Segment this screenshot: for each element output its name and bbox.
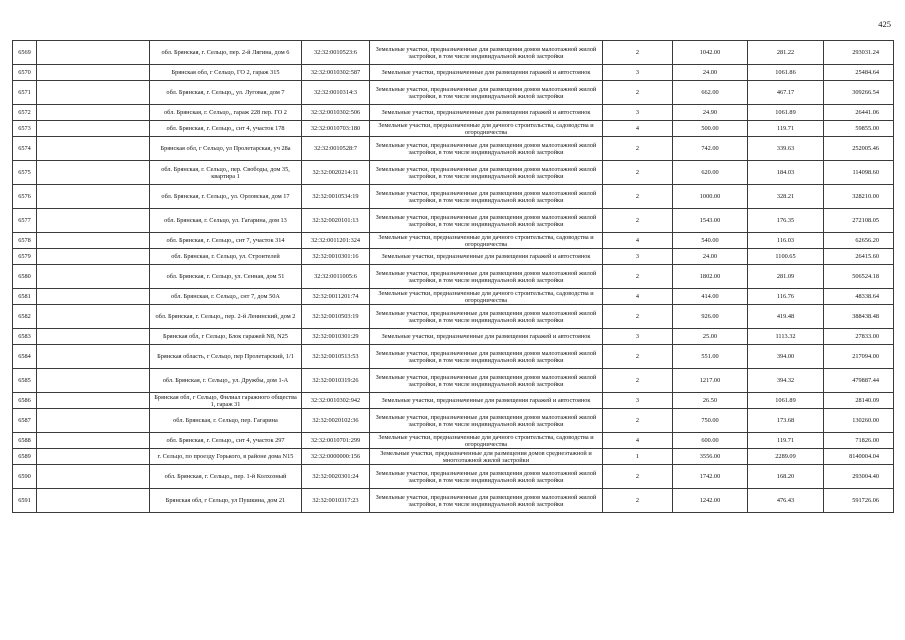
- row-number: 6576: [13, 185, 37, 209]
- table-row: [13, 65, 894, 81]
- cadastral-value-cell: 27833.00: [824, 329, 894, 345]
- land-use-cell: Земельные участки, предназначенные для размещения домов малоэтажной жилой застройки, в том числе индивидуальной жилой застройки: [370, 409, 603, 433]
- area-cell: 600.00: [673, 433, 748, 449]
- unit-value-cell: 1113.32: [748, 329, 824, 345]
- table-row: [13, 185, 894, 209]
- table-row: [13, 433, 894, 449]
- table-row: [13, 449, 894, 465]
- row-number: 6577: [13, 209, 37, 233]
- group-cell: 4: [603, 433, 673, 449]
- table-row: [13, 137, 894, 161]
- unit-value-cell: 419.48: [748, 305, 824, 329]
- table-row: [13, 249, 894, 265]
- address-cell: обл. Брянская, г. Сельцо,, снт 7, участок 314: [150, 233, 302, 249]
- area-cell: 1543.00: [673, 209, 748, 233]
- address-cell: обл. Брянская, г. Сельцо,, снт 4, участок 297: [150, 433, 302, 449]
- row-number: 6591: [13, 489, 37, 513]
- cadastral-value-cell: 479887.44: [824, 369, 894, 393]
- row-number: 6581: [13, 289, 37, 305]
- land-use-cell: Земельные участки, предназначенные для размещения домов среднеэтажной и многоэтажной жилой застройки: [370, 449, 603, 465]
- land-register-table: [12, 40, 894, 513]
- row-number: 6580: [13, 265, 37, 289]
- group-cell: 4: [603, 233, 673, 249]
- group-cell: 2: [603, 265, 673, 289]
- cadastral-value-cell: 62656.20: [824, 233, 894, 249]
- empty-cell: [37, 233, 150, 249]
- cadastral-value-cell: 506524.18: [824, 265, 894, 289]
- cadastral-value-cell: 28140.09: [824, 393, 894, 409]
- row-number: 6571: [13, 81, 37, 105]
- address-cell: обл. Брянская, г. Сельцо, пер. 2-й Лягина, дом 6: [150, 41, 302, 65]
- area-cell: 1802.00: [673, 265, 748, 289]
- group-cell: 2: [603, 209, 673, 233]
- address-cell: обл. Брянская, г. Сельцо, ул. Сенная, дом 51: [150, 265, 302, 289]
- group-cell: 2: [603, 41, 673, 65]
- group-cell: 3: [603, 249, 673, 265]
- land-use-cell: Земельные участки, предназначенные для размещения гаражей и автостоянок: [370, 65, 603, 81]
- empty-cell: [37, 393, 150, 409]
- cadastral-number-cell: 32:32:0010703:180: [302, 121, 370, 137]
- row-number: 6589: [13, 449, 37, 465]
- cadastral-number-cell: 32:32:0010319:26: [302, 369, 370, 393]
- table-row: [13, 289, 894, 305]
- cadastral-value-cell: 26441.06: [824, 105, 894, 121]
- empty-cell: [37, 41, 150, 65]
- land-use-cell: Земельные участки, предназначенные для размещения домов малоэтажной жилой застройки, в том числе индивидуальной жилой застройки: [370, 81, 603, 105]
- empty-cell: [37, 105, 150, 121]
- table-row: [13, 81, 894, 105]
- land-use-cell: Земельные участки, предназначенные для размещения гаражей и автостоянок: [370, 329, 603, 345]
- cadastral-number-cell: 32:32:0010302:506: [302, 105, 370, 121]
- cadastral-value-cell: 26415.60: [824, 249, 894, 265]
- table-row: [13, 105, 894, 121]
- land-use-cell: Земельные участки, предназначенные для размещения домов малоэтажной жилой застройки, в том числе индивидуальной жилой застройки: [370, 209, 603, 233]
- cadastral-number-cell: 32:32:0020101:13: [302, 209, 370, 233]
- group-cell: 2: [603, 161, 673, 185]
- cadastral-number-cell: 32:32:0020214:11: [302, 161, 370, 185]
- address-cell: обл. Брянская, г. Сельцо, пер. Гагарина: [150, 409, 302, 433]
- address-cell: Брянская обл, г Сельцо, Филиал гаражного общества 1, гараж 31: [150, 393, 302, 409]
- empty-cell: [37, 329, 150, 345]
- land-use-cell: Земельные участки, предназначенные для размещения домов малоэтажной жилой застройки, в том числе индивидуальной жилой застройки: [370, 137, 603, 161]
- table-row: [13, 465, 894, 489]
- address-cell: обл. Брянская, г. Сельцо,, снт 4, участок 178: [150, 121, 302, 137]
- area-cell: 24.00: [673, 249, 748, 265]
- unit-value-cell: 119.71: [748, 121, 824, 137]
- cadastral-number-cell: 32:32:0010534:19: [302, 185, 370, 209]
- area-cell: 1242.00: [673, 489, 748, 513]
- empty-cell: [37, 249, 150, 265]
- unit-value-cell: 1061.89: [748, 393, 824, 409]
- area-cell: 24.00: [673, 65, 748, 81]
- empty-cell: [37, 161, 150, 185]
- address-cell: обл. Брянская, г. Сельцо, ул. Строителей: [150, 249, 302, 265]
- address-cell: Брянская обл, г Сельцо, Блок гаражей N8, N25: [150, 329, 302, 345]
- row-number: 6590: [13, 465, 37, 489]
- area-cell: 414.00: [673, 289, 748, 305]
- cadastral-number-cell: 32:32:0010513:53: [302, 345, 370, 369]
- cadastral-number-cell: 32:32:0010317:23: [302, 489, 370, 513]
- row-number: 6582: [13, 305, 37, 329]
- group-cell: 2: [603, 465, 673, 489]
- empty-cell: [37, 289, 150, 305]
- area-cell: 500.00: [673, 121, 748, 137]
- area-cell: 1742.00: [673, 465, 748, 489]
- land-use-cell: Земельные участки, предназначенные для размещения гаражей и автостоянок: [370, 393, 603, 409]
- address-cell: Брянская обл, г Сельцо, ГО 2, гараж 315: [150, 65, 302, 81]
- group-cell: 2: [603, 345, 673, 369]
- empty-cell: [37, 465, 150, 489]
- land-use-cell: Земельные участки, предназначенные для дачного строительства, садоводства и огородничества: [370, 433, 603, 449]
- cadastral-value-cell: 293004.40: [824, 465, 894, 489]
- row-number: 6579: [13, 249, 37, 265]
- row-number: 6586: [13, 393, 37, 409]
- unit-value-cell: 1061.86: [748, 65, 824, 81]
- cadastral-number-cell: 32:32:0011005:6: [302, 265, 370, 289]
- cadastral-number-cell: 32:32:0010503:19: [302, 305, 370, 329]
- unit-value-cell: 184.03: [748, 161, 824, 185]
- land-use-cell: Земельные участки, предназначенные для размещения домов малоэтажной жилой застройки, в том числе индивидуальной жилой застройки: [370, 265, 603, 289]
- group-cell: 2: [603, 489, 673, 513]
- row-number: 6588: [13, 433, 37, 449]
- land-use-cell: Земельные участки, предназначенные для дачного строительства, садоводства и огородничества: [370, 121, 603, 137]
- land-use-cell: Земельные участки, предназначенные для размещения домов малоэтажной жилой застройки, в том числе индивидуальной жилой застройки: [370, 489, 603, 513]
- empty-cell: [37, 81, 150, 105]
- cadastral-number-cell: 32:32:0020102:36: [302, 409, 370, 433]
- cadastral-value-cell: 25484.64: [824, 65, 894, 81]
- table-row: [13, 329, 894, 345]
- land-use-cell: Земельные участки, предназначенные для размещения гаражей и автостоянок: [370, 249, 603, 265]
- empty-cell: [37, 305, 150, 329]
- group-cell: 3: [603, 329, 673, 345]
- land-use-cell: Земельные участки, предназначенные для размещения домов малоэтажной жилой застройки, в том числе индивидуальной жилой застройки: [370, 185, 603, 209]
- area-cell: 662.00: [673, 81, 748, 105]
- cadastral-value-cell: 48338.64: [824, 289, 894, 305]
- area-cell: 24.90: [673, 105, 748, 121]
- table-row: [13, 121, 894, 137]
- row-number: 6574: [13, 137, 37, 161]
- cadastral-value-cell: 71826.00: [824, 433, 894, 449]
- address-cell: обл. Брянская, г. Сельцо,, ул. Луговая, дом 7: [150, 81, 302, 105]
- table-body: [13, 41, 894, 513]
- empty-cell: [37, 345, 150, 369]
- cadastral-value-cell: 252005.46: [824, 137, 894, 161]
- group-cell: 2: [603, 81, 673, 105]
- land-use-cell: Земельные участки, предназначенные для дачного строительства, садоводства и огородничества: [370, 289, 603, 305]
- empty-cell: [37, 369, 150, 393]
- unit-value-cell: 1061.89: [748, 105, 824, 121]
- land-use-cell: Земельные участки, предназначенные для размещения домов малоэтажной жилой застройки, в том числе индивидуальной жилой застройки: [370, 41, 603, 65]
- unit-value-cell: 116.76: [748, 289, 824, 305]
- table-row: [13, 41, 894, 65]
- unit-value-cell: 394.32: [748, 369, 824, 393]
- row-number: 6570: [13, 65, 37, 81]
- cadastral-value-cell: 388438.48: [824, 305, 894, 329]
- address-cell: обл. Брянская, г. Сельцо,, пер. Свободы, дом 35, квартира 1: [150, 161, 302, 185]
- cadastral-number-cell: 32:32:0011201:324: [302, 233, 370, 249]
- empty-cell: [37, 65, 150, 81]
- group-cell: 1: [603, 449, 673, 465]
- area-cell: 26.50: [673, 393, 748, 409]
- group-cell: 2: [603, 369, 673, 393]
- address-cell: Брянская обл, г Сельцо, ул Пушкина, дом 21: [150, 489, 302, 513]
- empty-cell: [37, 449, 150, 465]
- unit-value-cell: 328.21: [748, 185, 824, 209]
- area-cell: 620.00: [673, 161, 748, 185]
- group-cell: 2: [603, 409, 673, 433]
- unit-value-cell: 2289.09: [748, 449, 824, 465]
- row-number: 6573: [13, 121, 37, 137]
- address-cell: обл. Брянская, г. Сельцо, ул. Гагарина, дом 13: [150, 209, 302, 233]
- cadastral-number-cell: 32:32:0010302:942: [302, 393, 370, 409]
- empty-cell: [37, 433, 150, 449]
- group-cell: 4: [603, 121, 673, 137]
- unit-value-cell: 476.43: [748, 489, 824, 513]
- cadastral-number-cell: 32:32:0010314:3: [302, 81, 370, 105]
- table-row: [13, 161, 894, 185]
- unit-value-cell: 1100.65: [748, 249, 824, 265]
- area-cell: 540.00: [673, 233, 748, 249]
- address-cell: обл. Брянская, г. Сельцо,, пер. 2-й Ленинский, дом 2: [150, 305, 302, 329]
- empty-cell: [37, 409, 150, 433]
- unit-value-cell: 467.17: [748, 81, 824, 105]
- group-cell: 4: [603, 289, 673, 305]
- cadastral-value-cell: 309266.54: [824, 81, 894, 105]
- table-row: [13, 265, 894, 289]
- group-cell: 2: [603, 305, 673, 329]
- table-row: [13, 233, 894, 249]
- row-number: 6575: [13, 161, 37, 185]
- cadastral-number-cell: 32:32:0010302:587: [302, 65, 370, 81]
- cadastral-number-cell: 32:32:0010523:6: [302, 41, 370, 65]
- row-number: 6587: [13, 409, 37, 433]
- address-cell: Брянская область, г Сельцо, пер Пролетарский, 1/1: [150, 345, 302, 369]
- group-cell: 3: [603, 393, 673, 409]
- cadastral-number-cell: 32:32:0011201:74: [302, 289, 370, 305]
- table-row: [13, 489, 894, 513]
- address-cell: обл. Брянская, г. Сельцо,, снт 7, дом 50А: [150, 289, 302, 305]
- group-cell: 3: [603, 65, 673, 81]
- area-cell: 25.00: [673, 329, 748, 345]
- address-cell: Брянская обл, г Сельцо, ул Пролетарская, уч 28а: [150, 137, 302, 161]
- area-cell: 3556.00: [673, 449, 748, 465]
- empty-cell: [37, 489, 150, 513]
- cadastral-number-cell: 32:32:0020301:24: [302, 465, 370, 489]
- land-use-cell: Земельные участки, предназначенные для размещения домов малоэтажной жилой застройки, в том числе индивидуальной жилой застройки: [370, 465, 603, 489]
- row-number: 6569: [13, 41, 37, 65]
- table-row: [13, 369, 894, 393]
- table-row: [13, 345, 894, 369]
- area-cell: 551.00: [673, 345, 748, 369]
- land-use-cell: Земельные участки, предназначенные для дачного строительства, садоводства и огородничества: [370, 233, 603, 249]
- cadastral-value-cell: 272108.05: [824, 209, 894, 233]
- land-use-cell: Земельные участки, предназначенные для размещения домов малоэтажной жилой застройки, в том числе индивидуальной жилой застройки: [370, 369, 603, 393]
- land-use-cell: Земельные участки, предназначенные для размещения домов малоэтажной жилой застройки, в том числе индивидуальной жилой застройки: [370, 345, 603, 369]
- land-use-cell: Земельные участки, предназначенные для размещения гаражей и автостоянок: [370, 105, 603, 121]
- group-cell: 2: [603, 185, 673, 209]
- unit-value-cell: 394.00: [748, 345, 824, 369]
- row-number: 6578: [13, 233, 37, 249]
- row-number: 6585: [13, 369, 37, 393]
- address-cell: обл. Брянская, г. Сельцо,, пер. 1-й Колхозный: [150, 465, 302, 489]
- address-cell: обл. Брянская, г. Сельцо,, ул. Орловская, дом 17: [150, 185, 302, 209]
- area-cell: 926.00: [673, 305, 748, 329]
- empty-cell: [37, 265, 150, 289]
- unit-value-cell: 116.03: [748, 233, 824, 249]
- table-row: [13, 209, 894, 233]
- cadastral-number-cell: 32:32:0010301:29: [302, 329, 370, 345]
- cadastral-value-cell: 217094.00: [824, 345, 894, 369]
- address-cell: г. Сельцо, по проезду Горького, в районе дома N15: [150, 449, 302, 465]
- unit-value-cell: 119.71: [748, 433, 824, 449]
- cadastral-number-cell: 32:32:0010701:299: [302, 433, 370, 449]
- cadastral-number-cell: 32:32:0010301:16: [302, 249, 370, 265]
- empty-cell: [37, 209, 150, 233]
- row-number: 6572: [13, 105, 37, 121]
- address-cell: обл. Брянская, г. Сельцо,, ул. Дружбы, дом 1-А: [150, 369, 302, 393]
- empty-cell: [37, 137, 150, 161]
- cadastral-value-cell: 293031.24: [824, 41, 894, 65]
- cadastral-value-cell: 59855.00: [824, 121, 894, 137]
- unit-value-cell: 281.09: [748, 265, 824, 289]
- area-cell: 742.00: [673, 137, 748, 161]
- table-row: [13, 409, 894, 433]
- unit-value-cell: 339.63: [748, 137, 824, 161]
- land-use-cell: Земельные участки, предназначенные для размещения домов малоэтажной жилой застройки, в том числе индивидуальной жилой застройки: [370, 305, 603, 329]
- row-number: 6583: [13, 329, 37, 345]
- address-cell: обл. Брянская, г. Сельцо,, гараж 228 пер. ГО 2: [150, 105, 302, 121]
- group-cell: 2: [603, 137, 673, 161]
- area-cell: 750.00: [673, 409, 748, 433]
- page-number: 425: [878, 19, 891, 29]
- cadastral-value-cell: 114098.60: [824, 161, 894, 185]
- unit-value-cell: 281.22: [748, 41, 824, 65]
- area-cell: 1042.00: [673, 41, 748, 65]
- area-cell: 1000.00: [673, 185, 748, 209]
- table-row: [13, 305, 894, 329]
- land-use-cell: Земельные участки, предназначенные для размещения домов малоэтажной жилой застройки, в том числе индивидуальной жилой застройки: [370, 161, 603, 185]
- unit-value-cell: 168.20: [748, 465, 824, 489]
- cadastral-number-cell: 32:32:0010528:7: [302, 137, 370, 161]
- cadastral-value-cell: 591726.06: [824, 489, 894, 513]
- row-number: 6584: [13, 345, 37, 369]
- cadastral-number-cell: 32:32:0000000:156: [302, 449, 370, 465]
- cadastral-value-cell: 328210.00: [824, 185, 894, 209]
- unit-value-cell: 176.35: [748, 209, 824, 233]
- cadastral-value-cell: 130260.00: [824, 409, 894, 433]
- unit-value-cell: 173.68: [748, 409, 824, 433]
- empty-cell: [37, 185, 150, 209]
- table-row: [13, 393, 894, 409]
- empty-cell: [37, 121, 150, 137]
- group-cell: 3: [603, 105, 673, 121]
- cadastral-value-cell: 8140004.04: [824, 449, 894, 465]
- area-cell: 1217.00: [673, 369, 748, 393]
